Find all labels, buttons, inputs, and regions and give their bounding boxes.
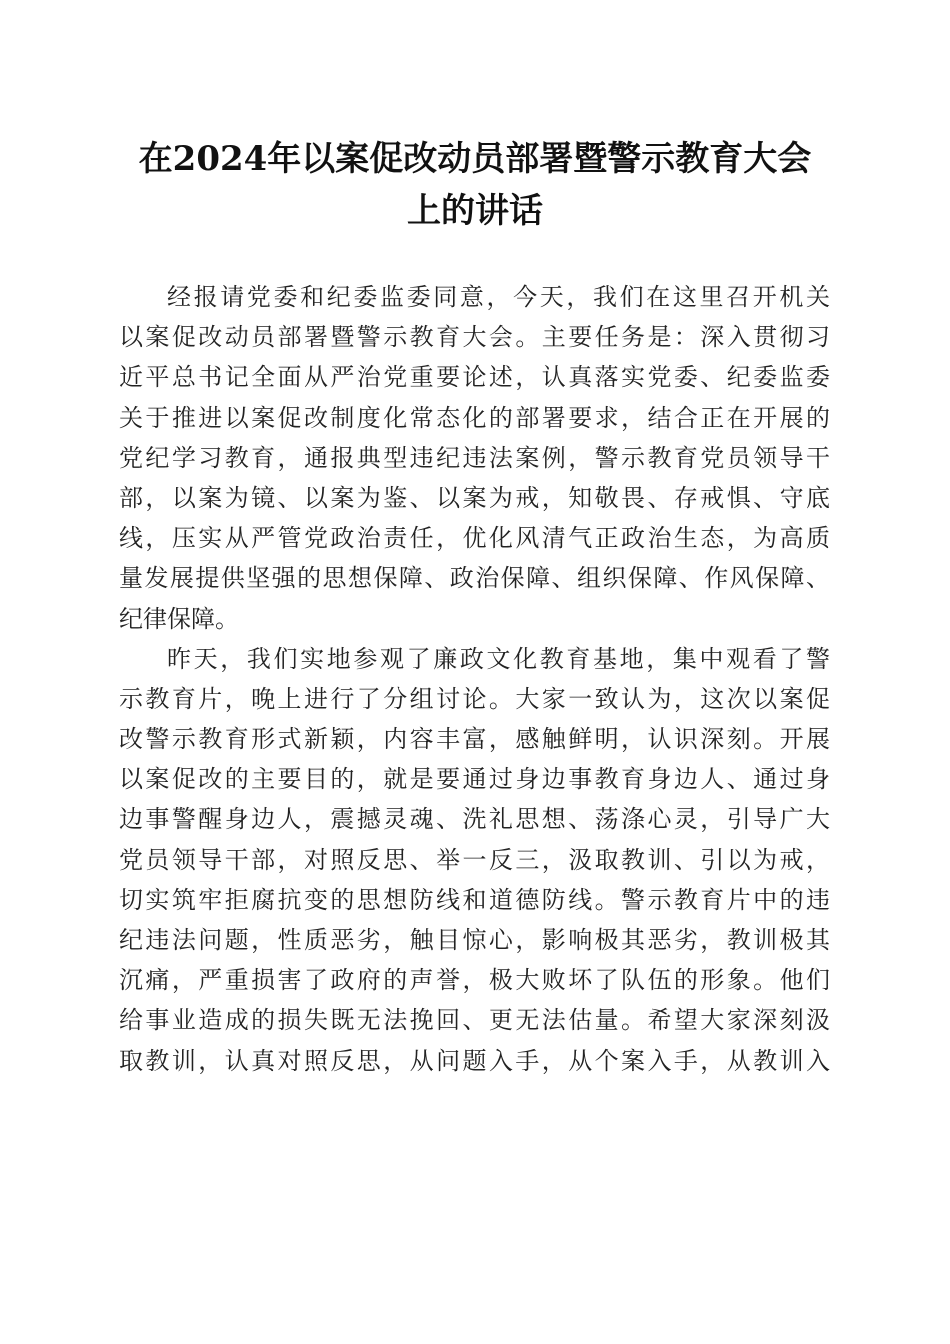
title-line-2: 上的讲话 bbox=[407, 191, 543, 231]
paragraph-line: 边事警醒身边人，震撼灵魂、洗礼思想、荡涤心灵，引导广大 bbox=[119, 805, 830, 834]
paragraph-line: 线，压实从严管党政治责任，优化风清气正政治生态，为高质 bbox=[119, 524, 830, 553]
paragraph-line: 昨天，我们实地参观了廉政文化教育基地，集中观看了警 bbox=[167, 644, 830, 673]
document-title bbox=[100, 133, 850, 237]
paragraph-line: 沉痛，严重损害了政府的声誉，极大败坏了队伍的形象。他们 bbox=[119, 966, 830, 995]
paragraph-line: 量发展提供坚强的思想保障、政治保障、组织保障、作风保障、 bbox=[119, 564, 830, 593]
paragraph-line: 改警示教育形式新颖，内容丰富，感触鲜明，认识深刻。开展 bbox=[119, 725, 830, 754]
paragraph-line: 以案促改动员部署暨警示教育大会。主要任务是：深入贯彻习 bbox=[119, 323, 830, 352]
paragraph-line: 以案促改的主要目的，就是要通过身边事教育身边人、通过身 bbox=[119, 765, 830, 794]
paragraph-line: 纪律保障。 bbox=[119, 604, 239, 633]
paragraph-1 bbox=[119, 277, 830, 639]
paragraph-line: 给事业造成的损失既无法挽回、更无法估量。希望大家深刻汲 bbox=[119, 1006, 830, 1035]
paragraph-line: 取教训，认真对照反思，从问题入手，从个案入手，从教训入 bbox=[119, 1046, 830, 1075]
paragraph-line: 近平总书记全面从严治党重要论述，认真落实党委、纪委监委 bbox=[119, 363, 830, 392]
title-line-1: 在2024年以案促改动员部署暨警示教育大会 bbox=[138, 139, 812, 179]
paragraph-2 bbox=[119, 639, 830, 1081]
paragraph-line: 关于推进以案促改制度化常态化的部署要求，结合正在开展的 bbox=[119, 403, 830, 432]
paragraph-line: 经报请党委和纪委监委同意，今天，我们在这里召开机关 bbox=[167, 283, 830, 311]
paragraph-line: 切实筑牢拒腐抗变的思想防线和道德防线。警示教育片中的违 bbox=[119, 885, 830, 914]
document-body bbox=[119, 277, 830, 1081]
paragraph-line: 纪违法问题，性质恶劣，触目惊心，影响极其恶劣，教训极其 bbox=[119, 926, 830, 954]
paragraph-line: 示教育片，晚上进行了分组讨论。大家一致认为，这次以案促 bbox=[119, 684, 830, 713]
paragraph-line: 党纪学习教育，通报典型违纪违法案例，警示教育党员领导干 bbox=[119, 443, 830, 472]
paragraph-line: 党员领导干部，对照反思、举一反三，汲取教训、引以为戒， bbox=[119, 845, 830, 874]
paragraph-line: 部，以案为镜、以案为鉴、以案为戒，知敬畏、存戒惧、守底 bbox=[119, 483, 830, 512]
